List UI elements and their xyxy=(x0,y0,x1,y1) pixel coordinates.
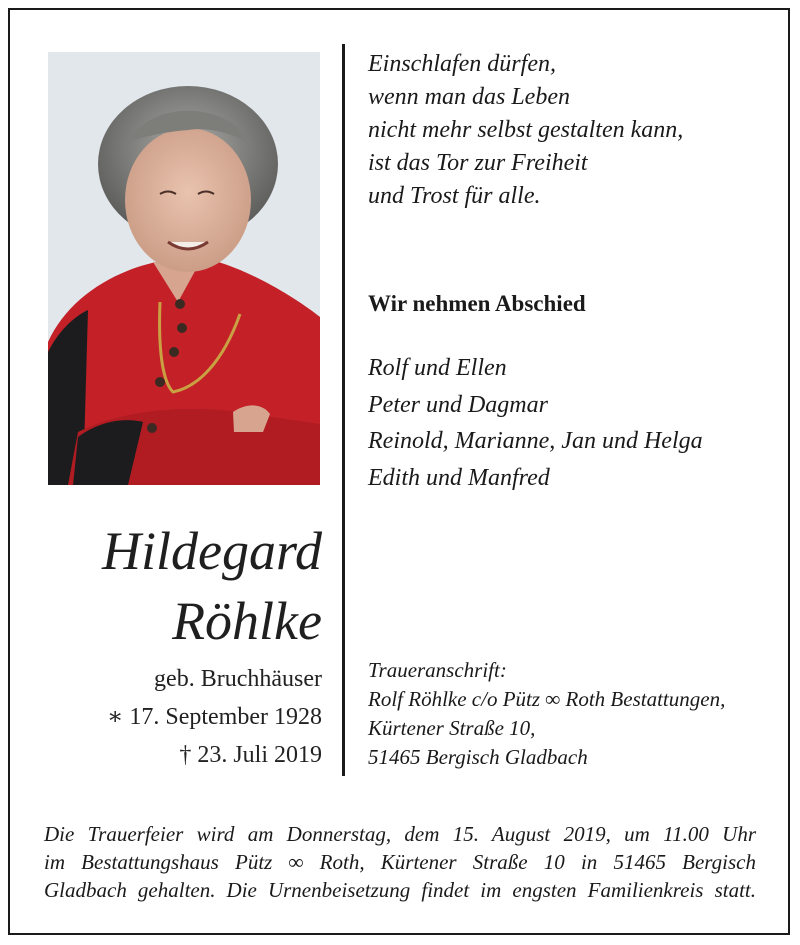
portrait-photo xyxy=(48,52,320,485)
funeral-info-line: Gladbach gehalten. Die Urnenbeisetzung findet im engsten Familienkreis statt. xyxy=(44,878,756,902)
poem-line: ist das Tor zur Freiheit xyxy=(368,150,588,176)
mourning-address xyxy=(368,656,725,772)
column-divider xyxy=(342,44,345,776)
poem-line: wenn man das Leben xyxy=(368,84,570,110)
funeral-info xyxy=(44,820,756,904)
address-line: Rolf Röhlke c/o Pütz ∞ Roth Bestattungen, xyxy=(368,687,726,711)
poem-line: Einschlafen dürfen, xyxy=(368,51,556,77)
family-member: Peter und Dagmar xyxy=(368,391,548,418)
funeral-info-line: im Bestattungshaus Pütz ∞ Roth, Kürtener Straße 10 in 51465 Bergisch xyxy=(44,850,756,874)
family-member: Edith und Manfred xyxy=(368,464,550,491)
funeral-info-line: Die Trauerfeier wird am Donnerstag, dem 15. August 2019, um 11.00 Uhr xyxy=(44,822,756,846)
poem-line: und Trost für alle. xyxy=(368,183,541,209)
birth-date: ∗ 17. September 1928 xyxy=(107,704,322,730)
deceased-first-name: Hildegard xyxy=(102,521,322,581)
family-member: Reinold, Marianne, Jan und Helga xyxy=(368,428,703,454)
maiden-name: geb. Bruchhäuser xyxy=(154,666,322,692)
address-label: Traueranschrift: xyxy=(368,658,507,682)
deceased-last-name: Röhlke xyxy=(172,591,322,651)
address-line: 51465 Bergisch Gladbach xyxy=(368,745,588,769)
family-member: Rolf und Ellen xyxy=(368,355,507,381)
poem xyxy=(368,48,768,213)
address-line: Kürtener Straße 10, xyxy=(368,716,536,740)
death-date: † 23. Juli 2019 xyxy=(179,742,322,768)
poem-line: nicht mehr selbst gestalten kann, xyxy=(368,117,684,143)
farewell-heading: Wir nehmen Abschied xyxy=(368,291,586,316)
family-list xyxy=(368,350,703,496)
